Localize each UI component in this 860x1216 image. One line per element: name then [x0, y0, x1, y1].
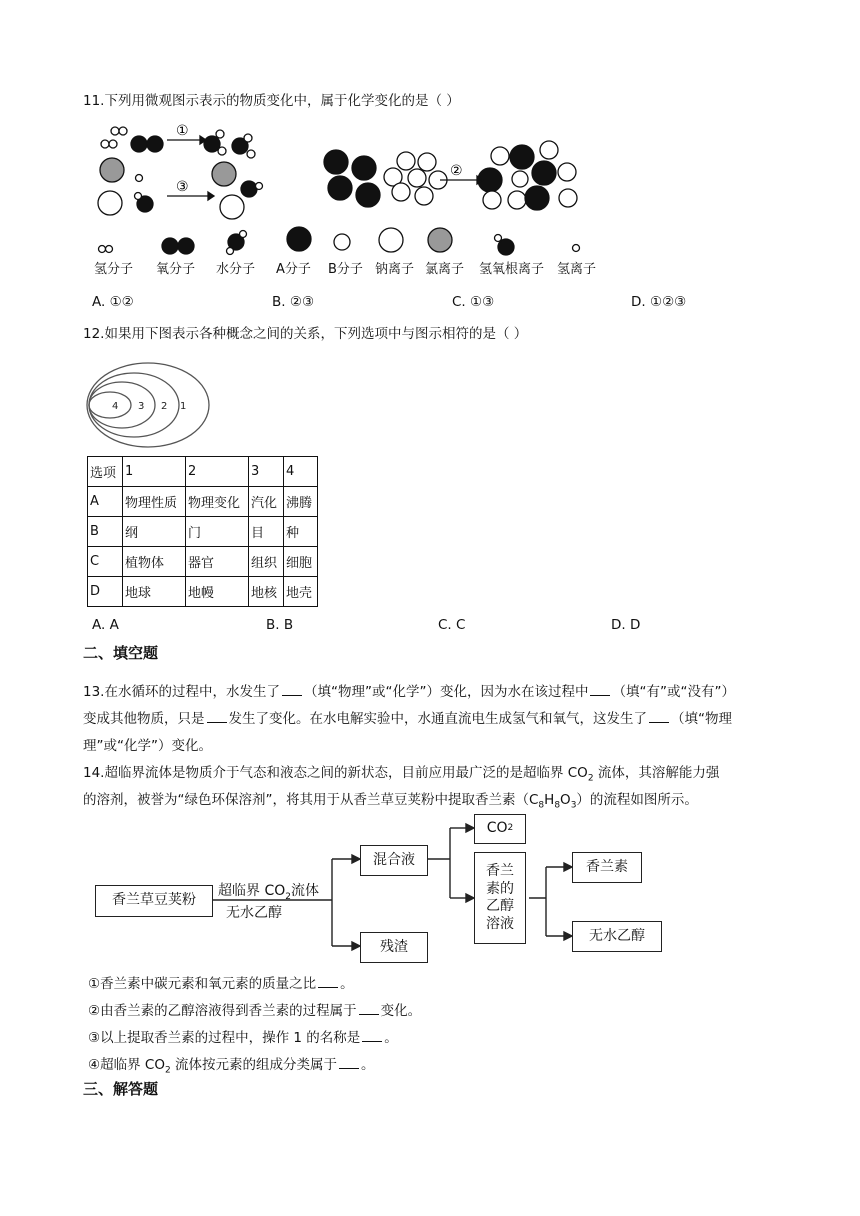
q14-text: 变化。	[380, 1003, 422, 1019]
ellipse-label-3: 3	[138, 401, 145, 412]
q14-text: ）的流程如图所示。	[576, 792, 698, 808]
answer-blank	[359, 1002, 379, 1015]
table-cell: 沸腾	[284, 487, 318, 517]
legend-a-molecule: A分子	[276, 262, 311, 277]
q13-text: 变成其他物质，只是	[83, 711, 205, 727]
table-cell: 种	[284, 517, 318, 547]
q12-option-d: D. D	[611, 617, 641, 633]
table-cell: 纲	[123, 517, 186, 547]
q14-text: 。	[360, 1057, 375, 1073]
table-cell: 细胞	[284, 547, 318, 577]
table-header-cell: 选项	[88, 457, 123, 487]
table-cell: 植物体	[123, 547, 186, 577]
answer-blank	[318, 975, 338, 988]
ellipse-label-2: 2	[161, 401, 168, 412]
table-header-cell: 4	[284, 457, 318, 487]
table-header-cell: 2	[186, 457, 249, 487]
q13-text: （填“物理	[671, 711, 732, 727]
reaction-1-label: ①	[176, 123, 189, 139]
q13-text: 13.在水循环的过程中，水发生了	[83, 684, 280, 700]
legend-oxygen-molecule: 氧分子	[156, 262, 196, 277]
legend-b-molecule: B分子	[328, 262, 363, 277]
subscript: 8	[538, 800, 545, 811]
table-cell: 目	[249, 517, 284, 547]
subscript: 2	[164, 1065, 171, 1076]
subscript: 3	[570, 800, 577, 811]
q12-option-c: C. C	[438, 617, 466, 633]
table-cell: C	[88, 547, 123, 577]
flow-solution-box: 香兰素的乙醇溶液	[474, 852, 526, 944]
subscript: 2	[587, 773, 594, 784]
flow-product-box: 香兰素	[572, 852, 642, 883]
legend-hydrogen-ion: 氢离子	[557, 262, 597, 277]
q12-option-a: A. A	[92, 617, 119, 633]
table-cell: 汽化	[249, 487, 284, 517]
q11-option-a: A. ①②	[92, 294, 134, 310]
ellipse-label-1: 1	[180, 401, 187, 412]
flow-mixture-box: 混合液	[360, 845, 428, 876]
table-cell: 物理性质	[123, 487, 186, 517]
legend-hydrogen-molecule: 氢分子	[94, 262, 134, 277]
table-cell: A	[88, 487, 123, 517]
q14-text: O	[560, 792, 571, 808]
ellipse-label-4: 4	[112, 401, 119, 412]
subscript: 2	[285, 891, 291, 902]
q11-option-b: B. ②③	[272, 294, 315, 310]
q14-text: ④超临界 CO	[88, 1057, 165, 1073]
table-cell: B	[88, 517, 123, 547]
q14-text: ②由香兰素的乙醇溶液得到香兰素的过程属于	[88, 1003, 357, 1019]
answer-blank	[339, 1056, 359, 1069]
flow-text: CO	[486, 820, 508, 837]
flow-text: 超临界 CO	[218, 883, 286, 899]
legend-sodium-ion: 钠离子	[375, 262, 415, 277]
table-cell: 地壳	[284, 577, 318, 607]
subscript: 8	[554, 800, 561, 811]
q14-text: 流体按元素的组成分类属于	[170, 1057, 337, 1073]
flow-residue-box: 残渣	[360, 932, 428, 963]
q12-stem: 12.如果用下图表示各种概念之间的关系，下列选项中与图示相符的是（ ）	[83, 326, 528, 342]
flow-reagent-co2	[218, 880, 319, 902]
q14-sub-4	[88, 1053, 374, 1076]
table-cell: D	[88, 577, 123, 607]
q14-text: 流体，其溶解能力强	[593, 765, 720, 781]
q13-line-3: 理”或“化学”）变化。	[83, 738, 212, 754]
flow-co2-box	[474, 814, 526, 844]
table-cell: 地核	[249, 577, 284, 607]
flow-ethanol-box: 无水乙醇	[572, 921, 662, 952]
subscript: 2	[507, 823, 514, 834]
q14-sub-2	[88, 999, 421, 1019]
section-fill-in-heading: 二、填空题	[83, 644, 159, 662]
table-cell: 地球	[123, 577, 186, 607]
q14-text: 。	[340, 976, 354, 992]
flow-text: 流体	[290, 883, 319, 899]
table-cell: 物理变化	[186, 487, 249, 517]
q13-text: 发生了变化。在水电解实验中，水通直流电生成氢气和氧气，这发生了	[228, 711, 647, 727]
q14-text: ③以上提取香兰素的过程中，操作 1 的名称是	[88, 1030, 361, 1046]
q14-text: 14.超临界流体是物质介于气态和液态之间的新状态，目前应用最广泛的是超临界 CO	[83, 765, 588, 781]
q14-sub-3	[88, 1026, 398, 1046]
q12-option-b: B. B	[266, 617, 294, 633]
reaction-2-label: ②	[450, 163, 463, 179]
flow-reagent-ethanol: 无水乙醇	[226, 905, 282, 921]
table-header-cell: 3	[249, 457, 284, 487]
section-answer-heading: 三、解答题	[83, 1080, 159, 1098]
q11-option-c: C. ①③	[452, 294, 495, 310]
q11-option-d: D. ①②③	[631, 294, 687, 310]
legend-chloride-ion: 氯离子	[425, 262, 465, 277]
table-cell: 器官	[186, 547, 249, 577]
table-cell: 门	[186, 517, 249, 547]
q13-text: （填“有”或“没有”）	[612, 684, 735, 700]
q14-text: 的溶剂，被誉为“绿色环保溶剂”，将其用于从香兰草豆荚粉中提取香兰素（C	[83, 792, 539, 808]
table-header-cell: 1	[123, 457, 186, 487]
table-cell: 地幔	[186, 577, 249, 607]
legend-hydroxide-ion: 氢氧根离子	[479, 262, 545, 277]
legend-water-molecule: 水分子	[216, 262, 256, 277]
table-cell: 组织	[249, 547, 284, 577]
flow-start-box: 香兰草豆荚粉	[95, 885, 213, 917]
answer-blank	[362, 1029, 382, 1042]
reaction-3-label: ③	[176, 179, 189, 195]
q11-stem: 11.下列用微观图示表示的物质变化中，属于化学变化的是（ ）	[83, 93, 460, 109]
q13-text: （填“物理”或“化学”）变化，因为水在该过程中	[303, 684, 589, 700]
q14-text: ①香兰素中碳元素和氧元素的质量之比	[88, 976, 317, 992]
q14-sub-1	[88, 972, 354, 992]
q14-text: H	[544, 792, 555, 808]
q14-text: 。	[384, 1030, 398, 1046]
